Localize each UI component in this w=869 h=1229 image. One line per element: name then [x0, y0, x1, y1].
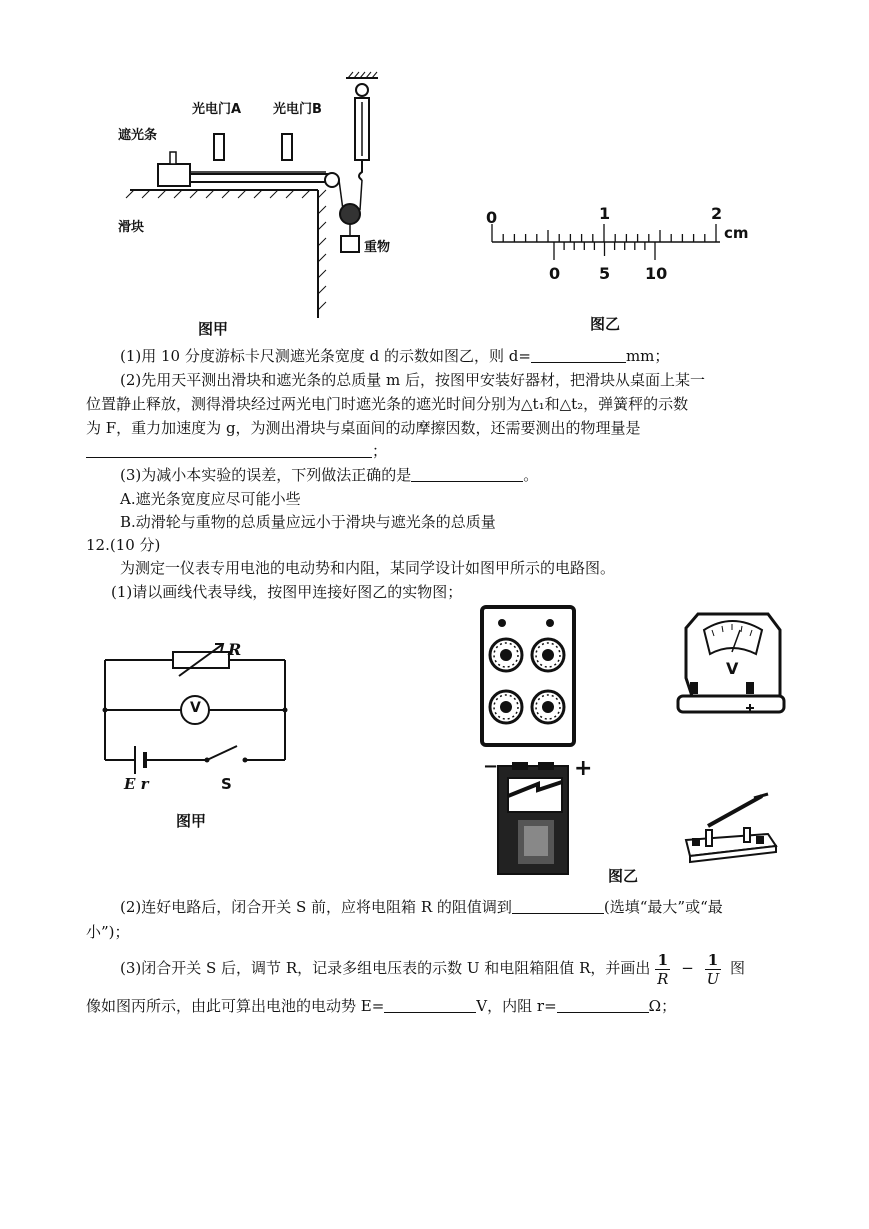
- circuit-label-s: S: [221, 775, 232, 793]
- voltmeter-device: [676, 608, 788, 720]
- q12-part2-suffix: (选填“最大”或“最: [603, 898, 723, 916]
- caliper-vernier-label-5: 5: [599, 264, 611, 283]
- q12-part3-line2: [86, 996, 676, 1016]
- fraction-one-over-u: [705, 951, 722, 988]
- label-slider: 滑块: [118, 220, 145, 235]
- q11-part1-text: (1)用 10 分度游标卡尺测遮光条宽度 d 的示数如图乙，则 d=: [120, 347, 531, 365]
- q11-part1: [120, 346, 669, 366]
- minus-operator: −: [681, 959, 694, 977]
- q12-part3-line2-text: 像如图丙所示，由此可算出电池的电动势 E=: [86, 997, 385, 1015]
- label-shading-strip: 遮光条: [118, 128, 158, 143]
- voltmeter-device-v-icon: V: [726, 659, 739, 678]
- q11-part3-end: 。: [523, 466, 539, 484]
- circuit-label-er: E r: [124, 775, 149, 793]
- apparatus-figure: [110, 68, 430, 338]
- label-gate-a: 光电门A: [192, 102, 242, 117]
- q11-part2-line4: [86, 441, 387, 461]
- q12-part3-line2-end: Ω；: [648, 997, 677, 1015]
- q11-part3-text: (3)为减小本实验的误差，下列做法正确的是: [120, 466, 412, 484]
- q12-part3: [120, 947, 745, 989]
- q12-part2-line2: 小”)；: [86, 923, 130, 941]
- frac2-numerator: 1: [705, 951, 722, 970]
- battery-minus-sign: −: [483, 756, 499, 777]
- caliper-main-label-0: 0: [486, 208, 498, 227]
- caliper-unit: cm: [724, 224, 749, 242]
- q12-intro: 为测定一仪表专用电池的电动势和内阻，某同学设计如图甲所示的电路图。: [120, 559, 616, 577]
- q11-option-b: B.动滑轮与重物的总质量应远小于滑块与遮光条的总质量: [120, 513, 496, 531]
- label-weight: 重物: [364, 240, 391, 255]
- voltmeter-symbol-label: V: [190, 700, 201, 716]
- fig-jia-label: 图甲: [198, 320, 229, 338]
- frac2-denominator: U: [706, 969, 720, 988]
- label-gate-b: 光电门B: [273, 102, 322, 117]
- q11-part2-line3: 为 F，重力加速度为 g，为测出滑块与桌面间的动摩擦因数，还需要测出的物理量是: [86, 419, 641, 437]
- answer-blank-resistance[interactable]: [512, 899, 604, 914]
- q12-part1: (1)请以画线代表导线，按图甲连接好图乙的实物图；: [111, 583, 463, 601]
- answer-blank-emf[interactable]: [384, 998, 476, 1013]
- q11-part3: [120, 465, 538, 485]
- answer-blank-quantity[interactable]: [86, 443, 372, 458]
- answer-blank-option[interactable]: [411, 467, 523, 482]
- battery-pack: [478, 760, 582, 878]
- q12-part3-suffix: 图: [730, 959, 746, 977]
- q11-part2-line2: 位置静止释放，测得滑块经过两光电门时遮光条的遮光时间分别为△t₁和△t₂，弹簧秤的示数: [86, 395, 689, 413]
- caliper-main-label-1: 1: [599, 204, 611, 223]
- q12-heading: 12.(10 分): [86, 536, 161, 554]
- q12-part3-line2-mid: V，内阻 r=: [476, 997, 557, 1015]
- apparatus-fig-yi-label: 图乙: [608, 867, 639, 885]
- caliper-vernier-label-0: 0: [549, 264, 561, 283]
- answer-blank-d[interactable]: [531, 348, 626, 363]
- battery-plus-sign: +: [574, 756, 593, 781]
- q12-part2: [120, 897, 723, 917]
- q11-option-a: A.遮光条宽度应尽可能小些: [120, 490, 301, 508]
- fig-yi-label: 图乙: [590, 315, 621, 333]
- circuit-label-r: R: [228, 640, 242, 659]
- circuit-fig-jia-label: 图甲: [176, 812, 207, 830]
- q11-part2-end: ；: [372, 442, 388, 460]
- caliper-main-label-2: 2: [711, 204, 723, 223]
- switch-device: [676, 790, 782, 866]
- q11-part1-unit: mm；: [625, 347, 670, 365]
- q12-part3-text: (3)闭合开关 S 后，调节 R，记录多组电压表的示数 U 和电阻箱阻值 R，并画出: [120, 959, 651, 977]
- caliper-vernier-label-10: 10: [645, 264, 668, 283]
- q11-part2-line1: (2)先用天平测出滑块和遮光条的总质量 m 后，按图甲安装好器材，把滑块从桌面上某一: [120, 371, 706, 389]
- fraction-one-over-r: [655, 951, 670, 988]
- resistance-box: [480, 605, 576, 747]
- answer-blank-internal-resistance[interactable]: [557, 998, 649, 1013]
- q12-part2-text: (2)连好电路后，闭合开关 S 前，应将电阻箱 R 的阻值调到: [120, 898, 512, 916]
- frac1-numerator: 1: [655, 951, 670, 970]
- frac1-denominator: R: [657, 969, 669, 988]
